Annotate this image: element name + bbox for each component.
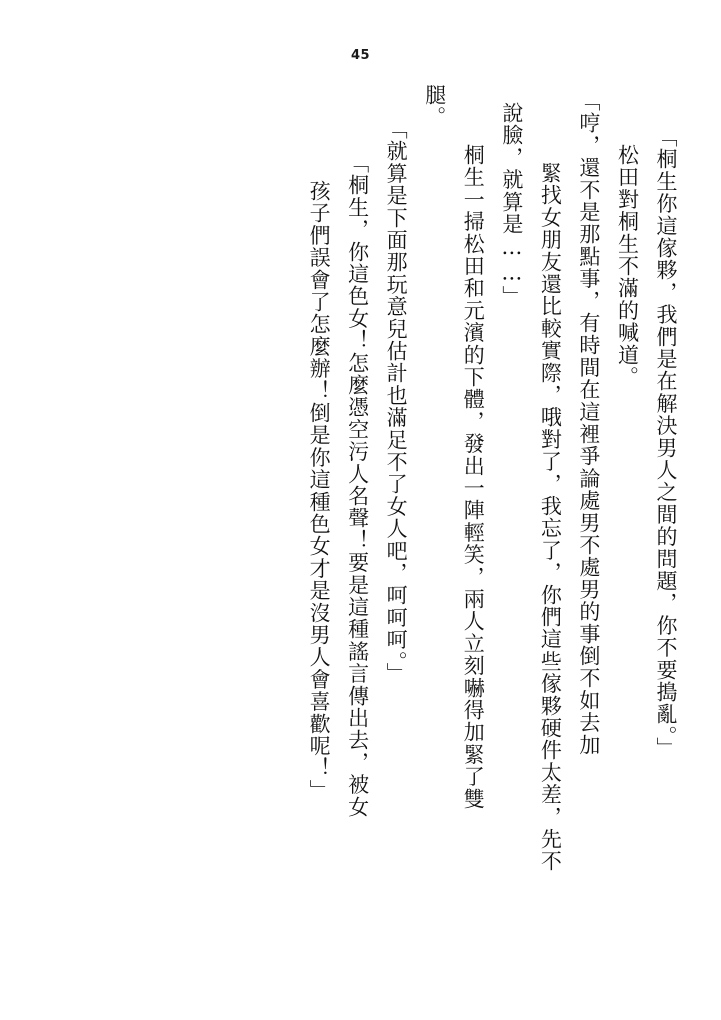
text-column: 桐生一掃松田和元濱的下體，發出一陣輕笑，兩人立刻嚇得加緊了雙 [461, 144, 486, 810]
vertical-text-body [36, 84, 685, 964]
text-column: 腿。 [422, 84, 447, 129]
text-column: 「桐生，你這色女！怎麼憑空污人名聲！要是這種謠言傳出去，被女 [345, 152, 370, 818]
text-column: 松田對桐生不滿的喊道。 [615, 144, 640, 389]
text-column: 「桐生你這傢夥，我們是在解決男人之間的問題，你不要搗亂。」 [654, 126, 678, 760]
text-column: 說臉，就算是……」 [499, 102, 524, 308]
text-column: 緊找女朋友還比較實際，哦對了，我忘了，你們這些傢夥硬件太差，先不 [538, 162, 563, 873]
page-number: 45 [350, 48, 371, 63]
text-column: 「哼，還不是那點事，有時間在這裡爭論處男不處男的事倒不如去加 [576, 90, 601, 756]
text-column: 孩子們誤會了怎麼辦！倒是你這種色女才是沒男人會喜歡呢！」 [307, 180, 332, 802]
text-column: 「就算是下面那玩意兒估計也滿足不了女人吧，呵呵呵。」 [384, 118, 409, 685]
